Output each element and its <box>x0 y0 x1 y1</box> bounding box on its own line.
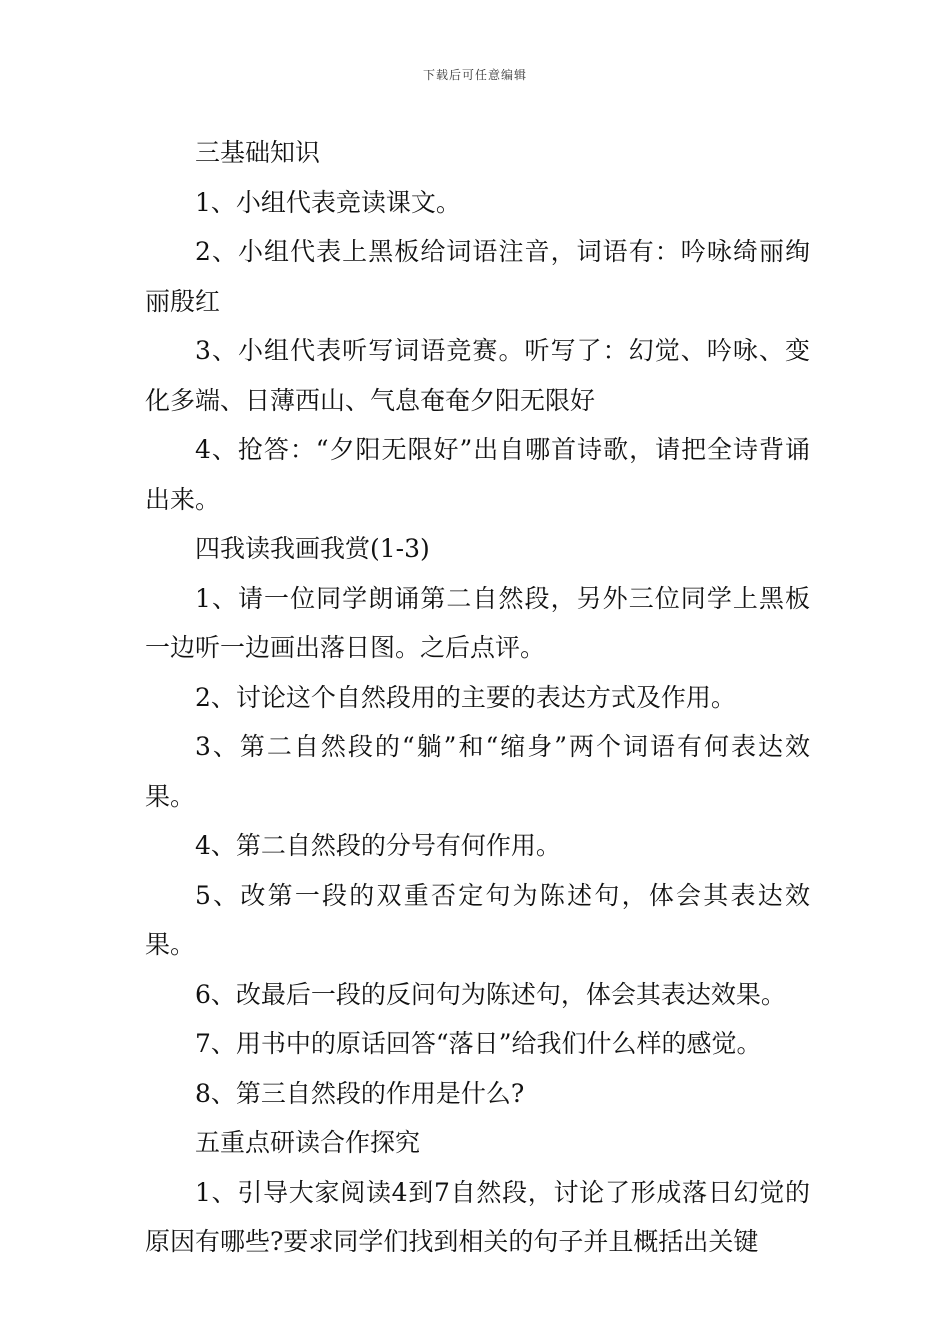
section-heading-read-draw-appreciate: 四我读我画我赏(1-3) <box>195 534 430 563</box>
list-item: 7、用书中的原话回答“落日”给我们什么样的感觉。 <box>195 1029 762 1058</box>
list-item: 3、第二自然段的“躺”和“缩身”两个词语有何表达效果。 <box>145 732 810 811</box>
list-item: 5、改第一段的双重否定句为陈述句，体会其表达效果。 <box>145 880 810 959</box>
list-item: 1、引导大家阅读4到7自然段，讨论了形成落日幻觉的原因有哪些?要求同学们找到相关的句子并且概括出关键 <box>145 1177 810 1256</box>
list-item: 6、改最后一段的反问句为陈述句，体会其表达效果。 <box>195 979 786 1009</box>
list-item: 2、讨论这个自然段用的主要的表达方式及作用。 <box>195 682 736 712</box>
section-heading-key-study: 五重点研读合作探究 <box>195 1128 421 1157</box>
list-item: 1、请一位同学朗诵第二自然段，另外三位同学上黑板一边听一边画出落日图。之后点评。 <box>145 583 810 662</box>
list-item: 2、小组代表上黑板给词语注音，词语有：吟咏绮丽绚丽殷红 <box>145 237 810 316</box>
list-item: 8、第三自然段的作用是什么? <box>195 1078 525 1108</box>
list-item: 4、抢答：“夕阳无限好”出自哪首诗歌，请把全诗背诵出来。 <box>145 435 810 514</box>
document-body <box>145 128 810 1267</box>
page-header-note: 下载后可任意编辑 <box>422 68 527 82</box>
section-heading-basic-knowledge: 三基础知识 <box>195 138 321 167</box>
list-item: 4、第二自然段的分号有何作用。 <box>195 831 561 860</box>
list-item: 3、小组代表听写词语竞赛。听写了：幻觉、吟咏、变化多端、日薄西山、气息奄奄夕阳无限好 <box>145 336 810 415</box>
list-item: 1、小组代表竞读课文。 <box>195 187 461 217</box>
